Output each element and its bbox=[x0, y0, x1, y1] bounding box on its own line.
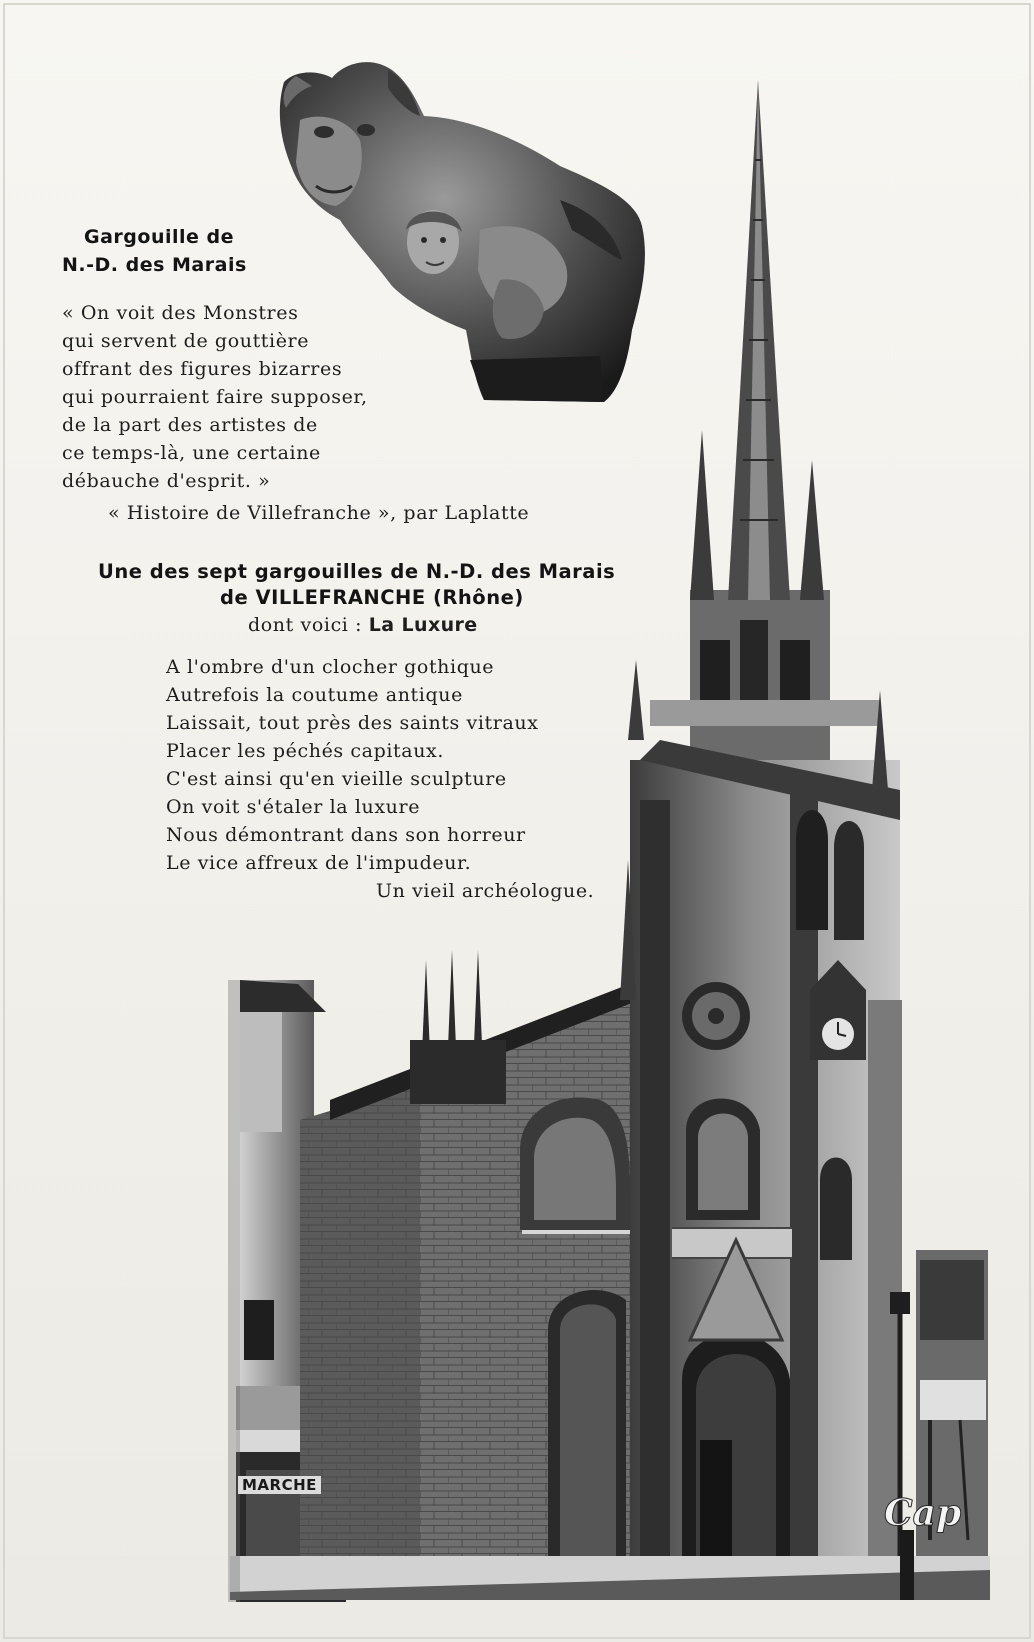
shop-sign: MARCHE bbox=[238, 1476, 321, 1494]
title-region: (Rhône) bbox=[433, 586, 524, 609]
quote-line: offrant des figures bizarres bbox=[62, 358, 343, 380]
poem-line: Le vice affreux de l'impudeur. bbox=[166, 852, 472, 874]
gargoyle-caption-line2: N.-D. des Marais bbox=[62, 254, 247, 276]
title-city: VILLEFRANCHE bbox=[255, 586, 426, 609]
quote-line: débauche d'esprit. » bbox=[62, 470, 271, 492]
postcard-title-line3 bbox=[248, 614, 478, 636]
poem-line: A l'ombre d'un clocher gothique bbox=[166, 656, 495, 678]
quote-line: ce temps-là, une certaine bbox=[62, 442, 321, 464]
gargoyle-caption-line1: Gargouille de bbox=[84, 226, 234, 248]
title-subject: La Luxure bbox=[368, 614, 478, 636]
postcard-title-line1: Une des sept gargouilles de N.-D. des Marais bbox=[98, 560, 616, 583]
quote-line: de la part des artistes de bbox=[62, 414, 318, 436]
title-prefix: de bbox=[220, 586, 249, 609]
quote-line: « On voit des Monstres bbox=[62, 302, 299, 324]
poem-line: On voit s'étaler la luxure bbox=[166, 796, 421, 818]
publisher-logo: Cap bbox=[884, 1492, 962, 1534]
poem-line: Autrefois la coutume antique bbox=[166, 684, 463, 706]
quote-line: qui pourraient faire supposer, bbox=[62, 386, 368, 408]
postcard-title-line2 bbox=[220, 586, 524, 609]
poem-line: C'est ainsi qu'en vieille sculpture bbox=[166, 768, 507, 790]
poem-line: Nous démontrant dans son horreur bbox=[166, 824, 526, 846]
poem-signature: Un vieil archéologue. bbox=[376, 880, 595, 902]
poem-line: Laissait, tout près des saints vitraux bbox=[166, 712, 539, 734]
quote-line: qui servent de gouttière bbox=[62, 330, 310, 352]
title-subject-prefix: dont voici : bbox=[248, 614, 363, 636]
poem-line: Placer les péchés capitaux. bbox=[166, 740, 444, 762]
quote-source: « Histoire de Villefranche », par Laplatte bbox=[108, 502, 530, 524]
